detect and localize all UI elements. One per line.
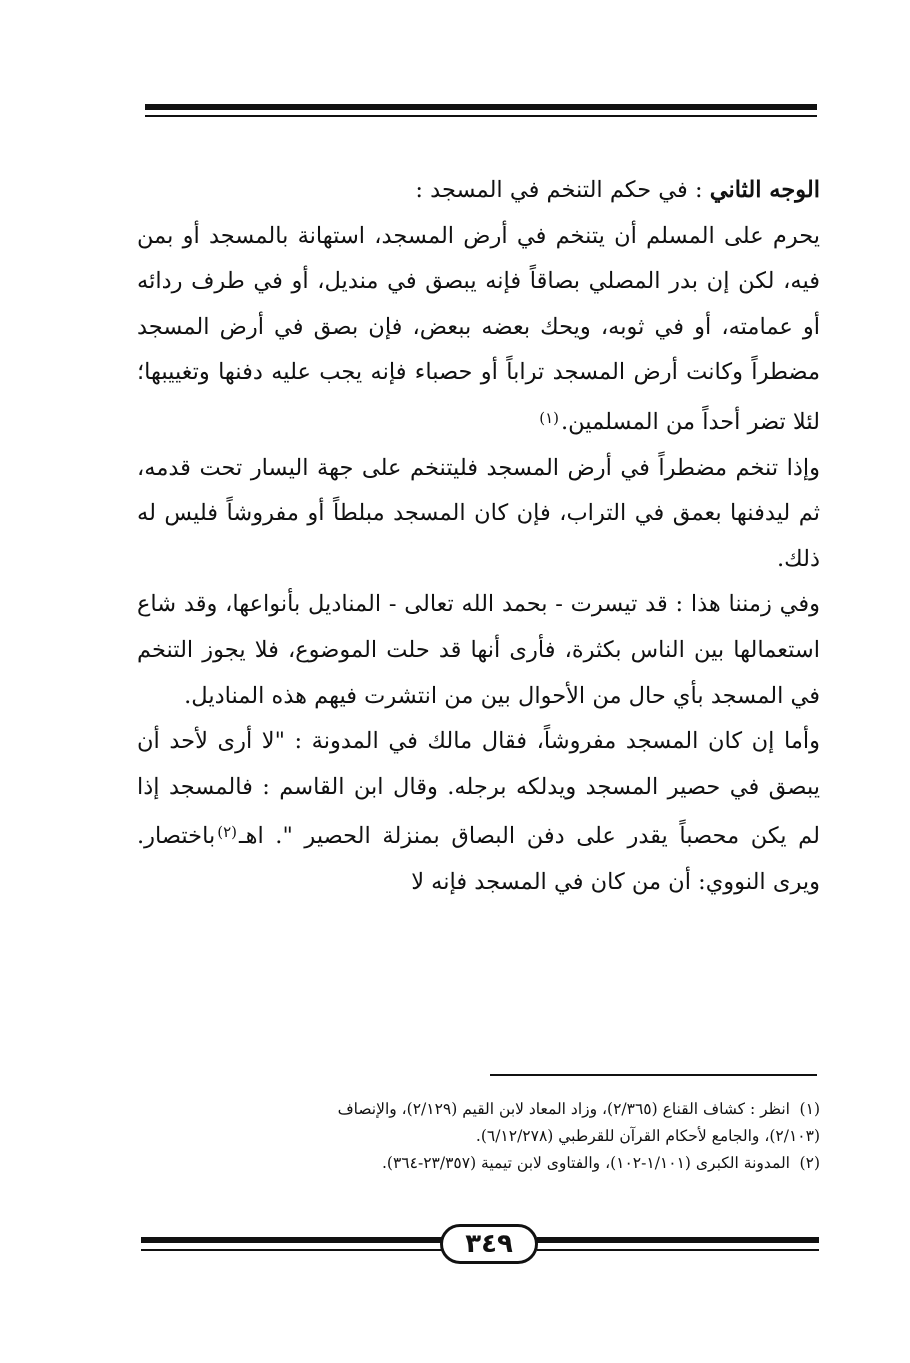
main-text — [137, 168, 820, 906]
paragraph-4-continuation: باختصار. ويرى النووي: أن من كان في المسجد فإنه لا — [137, 823, 820, 895]
footnote-1-text: انظر : كشاف القناع (٢/٣٦٥)، وزاد المعاد لابن القيم (٢/١٢٩)، والإنصاف — [337, 1100, 790, 1118]
footnote-1-continuation: (٢/١٠٣)، والجامع لأحكام القرآن للقرطبي (٦/١٢/٢٧٨). — [475, 1127, 820, 1145]
paragraph-4 — [137, 719, 820, 905]
footnotes — [140, 1096, 820, 1177]
footnote-ref-2[interactable]: (٢) — [217, 823, 237, 842]
bottom-border-left-thick — [141, 1237, 445, 1243]
top-border-thick — [145, 104, 817, 110]
paragraph-4-text: وأما إن كان المسجد مفروشاً، فقال مالك في المدونة : "لا أرى لأحد أن يبصق في حصير المسجد ويدلكه برجله. وقال ابن القاسم : فالمسجد إذا لم يكن محصباً يقدر على دفن البصاق بمنزلة الحصير ". اهـ — [137, 728, 820, 850]
page-number: ٣٤٩ — [465, 1229, 513, 1259]
top-border-thin — [145, 115, 817, 117]
section-heading: الوجه الثاني — [709, 177, 820, 203]
paragraph-3: وفي زمننا هذا : قد تيسرت - بحمد الله تعالى - المناديل بأنواعها، وقد شاع استعمالها بين الناس بكثرة، فأرى أنها قد حلت الموضوع، فلا يجوز التنخم في المسجد بأي حال من الأحوال بين من انتشرت فيهم هذه المناديل. — [137, 591, 820, 709]
section-heading-line — [137, 168, 820, 214]
paragraph-2: وإذا تنخم مضطراً في أرض المسجد فليتنخم على جهة اليسار تحت قدمه، ثم ليدفنها بعمق في التراب، فإن كان المسجد مبلطاً أو مفروشاً فليس له ذلك. — [137, 454, 820, 572]
footnote-ref-1[interactable]: (١) — [539, 408, 560, 427]
bottom-border-right-thick — [537, 1237, 819, 1243]
paragraph-1-text: يحرم على المسلم أن يتنخم في أرض المسجد، استهانة بالمسجد أو بمن فيه، لكن إن بدر المصلي بصاقاً فإنه يبصق في منديل، أو في طرف ردائه أو عمامته، أو في ثوبه، ويحك بعضه ببعض، فإن بصق في أرض المسجد مضطراً وكانت أرض المسجد تراباً أو حصباء فإنه يجب عليه دفنها وتغييبها؛ لئلا تضر أحداً من المسلمين. — [137, 222, 820, 435]
bottom-border-left-thin — [141, 1249, 445, 1251]
footnote-2-text: المدونة الكبرى (١/١٠١-١٠٢)، والفتاوى لابن تيمية (٢٣/٣٥٧-٣٦٤). — [381, 1154, 790, 1172]
footnote-2 — [140, 1150, 820, 1177]
page-number-frame — [440, 1224, 538, 1264]
paragraph-1 — [137, 214, 820, 446]
bottom-border-right-thin — [537, 1249, 819, 1251]
section-heading-text: : في حكم التنخم في المسجد : — [415, 177, 710, 203]
footnote-1-number: (١) — [799, 1100, 820, 1118]
footnote-separator — [490, 1074, 817, 1076]
footnote-1 — [140, 1096, 820, 1123]
footnote-2-number: (٢) — [799, 1154, 820, 1172]
